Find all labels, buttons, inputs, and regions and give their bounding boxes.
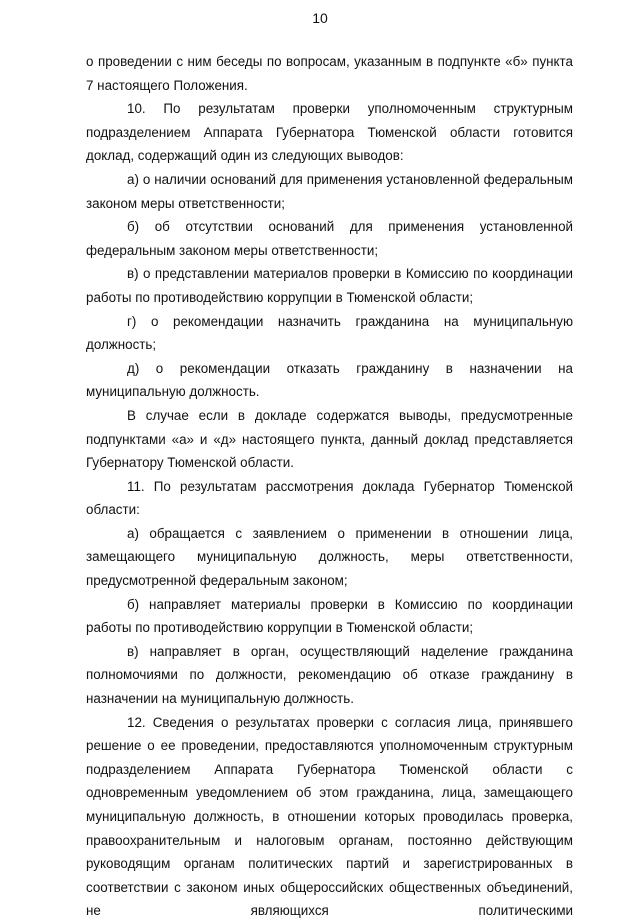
document-body — [86, 50, 573, 923]
paragraph-item-11: 11. По результатам рассмотрения доклада Губернатор Тюменской области: — [86, 478, 573, 518]
paragraph-item-10v: в) о представлении материалов проверки в Комиссию по координации работы по противодействию коррупции в Тюменской области; — [86, 266, 573, 305]
paragraph-item-10-note: В случае если в докладе содержатся выводы, предусмотренные подпунктами «а» и «д» настоящего пункта, данный доклад представляется Губернатору Тюменской области. — [86, 407, 573, 471]
paragraph-item-10d: д) о рекомендации отказать гражданину в назначении на муниципальную должность. — [86, 360, 573, 400]
paragraph-continuation: о проведении с ним беседы по вопросам, указанным в подпункте «б» пункта 7 настоящего Положения. — [86, 54, 573, 93]
paragraph-item-11b: б) направляет материалы проверки в Комиссию по координации работы по противодействию коррупции в Тюменской области; — [86, 596, 573, 636]
paragraph-item-12: 12. Сведения о результатах проверки с согласия лица, принявшего решение о ее проведении, предоставляются уполномоченным структурным подразделением Аппарата Губернатора Тюменской области с одновременным уведомлением об этом гражданина, лица, замещающего муниципальную должность, в отношении которых проводилась проверка, правоохранительным и налоговым органам, постоянно действующим руководящим органам политических партий и зарегистрированных в соответствии с законом иных общероссийских общественных объединений, не являющихся политическими — [86, 714, 573, 919]
page-number: 10 — [312, 10, 328, 26]
paragraph-item-10g: г) о рекомендации назначить гражданина на муниципальную должность; — [86, 313, 573, 353]
paragraph-item-10: 10. По результатам проверки уполномоченным структурным подразделением Аппарата Губернатора Тюменской области готовится доклад, содержащий один из следующих выводов: — [86, 101, 573, 164]
paragraph-item-10a: а) о наличии оснований для применения установленной федеральным законом меры ответственности; — [86, 171, 573, 211]
paragraph-item-11v: в) направляет в орган, осуществляющий наделение гражданина полномочиями по должности, рекомендацию об отказе гражданину в назначении на муниципальную должность. — [86, 643, 573, 707]
paragraph-item-10b: б) об отсутствии оснований для применения установленной федеральным законом меры ответственности; — [86, 219, 573, 258]
paragraph-item-11a: а) обращается с заявлением о применении в отношении лица, замещающего муниципальную должность, меры ответственности, предусмотренной федеральным законом; — [86, 525, 573, 589]
